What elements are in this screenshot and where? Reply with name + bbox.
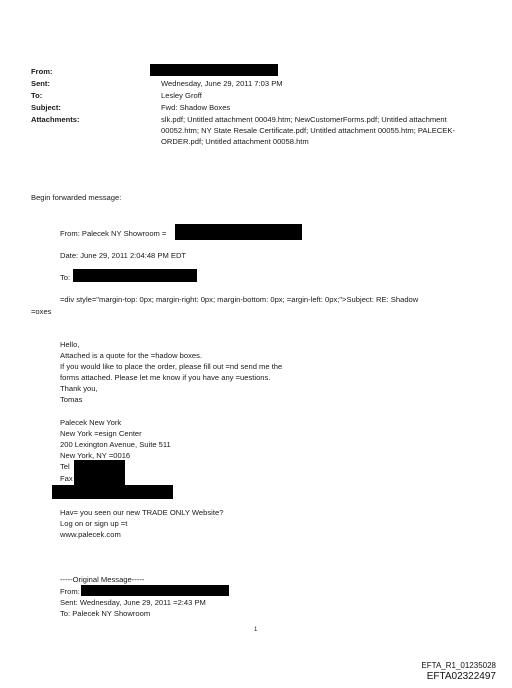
sent-value: Wednesday, June 29, 2011 7:03 PM	[161, 79, 283, 88]
promo-line: Hav= you seen our new TRADE ONLY Website?	[60, 508, 224, 517]
attachments-line: 00052.htm; NY State Resale Certificate.pdf; Untitled attachment 00055.htm; PALECEK-	[161, 126, 455, 135]
attachments-line: ORDER.pdf; Untitled attachment 00058.htm	[161, 137, 309, 146]
fwd-from-line: From: Palecek NY Showroom =	[60, 229, 167, 238]
redaction-box	[150, 64, 278, 76]
sent-label: Sent:	[31, 79, 50, 88]
to-value: Lesley Groff	[161, 91, 202, 100]
to-label: To:	[31, 91, 43, 100]
fwd-to-line: To:	[60, 273, 71, 282]
subject-value: Fwd: Shadow Boxes	[161, 103, 231, 112]
bates-id-1: EFTA_R1_01235028	[421, 661, 496, 670]
signature-center: New York =esign Center	[60, 429, 142, 438]
body-line: Hello,	[60, 340, 80, 349]
from-label: From:	[31, 67, 53, 76]
signature-address: 200 Lexington Avenue, Suite 511	[60, 440, 171, 449]
original-divider: -----Original Message-----	[60, 575, 145, 584]
redaction-box	[175, 224, 302, 240]
redaction-box	[81, 585, 229, 596]
original-sent: Sent: Wednesday, June 29, 2011 =2:43 PM	[60, 598, 206, 607]
original-to: To: Palecek NY Showroom	[60, 609, 151, 618]
body-line: If you would like to place the order, please fill out =nd send me the	[60, 362, 283, 371]
redaction-box	[74, 472, 125, 485]
original-from: From:	[60, 587, 80, 596]
begin-forwarded-text: Begin forwarded message:	[31, 193, 122, 202]
redaction-box	[73, 269, 197, 282]
attachments-label: Attachments:	[31, 115, 80, 124]
redaction-box	[52, 485, 173, 499]
body-line: Attached is a quote for the =hadow boxes.	[60, 351, 203, 360]
subject-label: Subject:	[31, 103, 61, 112]
fwd-div-continuation: =oxes	[31, 307, 52, 316]
fwd-date-line: Date: June 29, 2011 2:04:48 PM EDT	[60, 251, 187, 260]
page-number: 1	[254, 627, 258, 633]
bates-id-2: EFTA02322497	[426, 671, 496, 682]
body-line: Thank you,	[60, 384, 98, 393]
attachments-line: slk.pdf; Untitled attachment 00049.htm; NewCustomerForms.pdf; Untitled attachment	[161, 115, 447, 124]
signature-company: Palecek New York	[60, 418, 122, 427]
signature-fax: Fax	[60, 474, 73, 483]
body-line: forms attached. Please let me know if you have any =uestions.	[60, 373, 271, 382]
promo-line: Log on or sign up =t	[60, 519, 128, 528]
signature-tel: Tel	[60, 462, 70, 471]
body-line: Tomas	[60, 395, 83, 404]
fwd-div-line: =div style="margin-top: 0px; margin-right: 0px; margin-bottom: 0px; =argin-left: 0px;">Subject: RE: Shadow	[60, 295, 419, 304]
signature-city: New York, NY =0016	[60, 451, 131, 460]
promo-website: www.palecek.com	[60, 530, 121, 539]
